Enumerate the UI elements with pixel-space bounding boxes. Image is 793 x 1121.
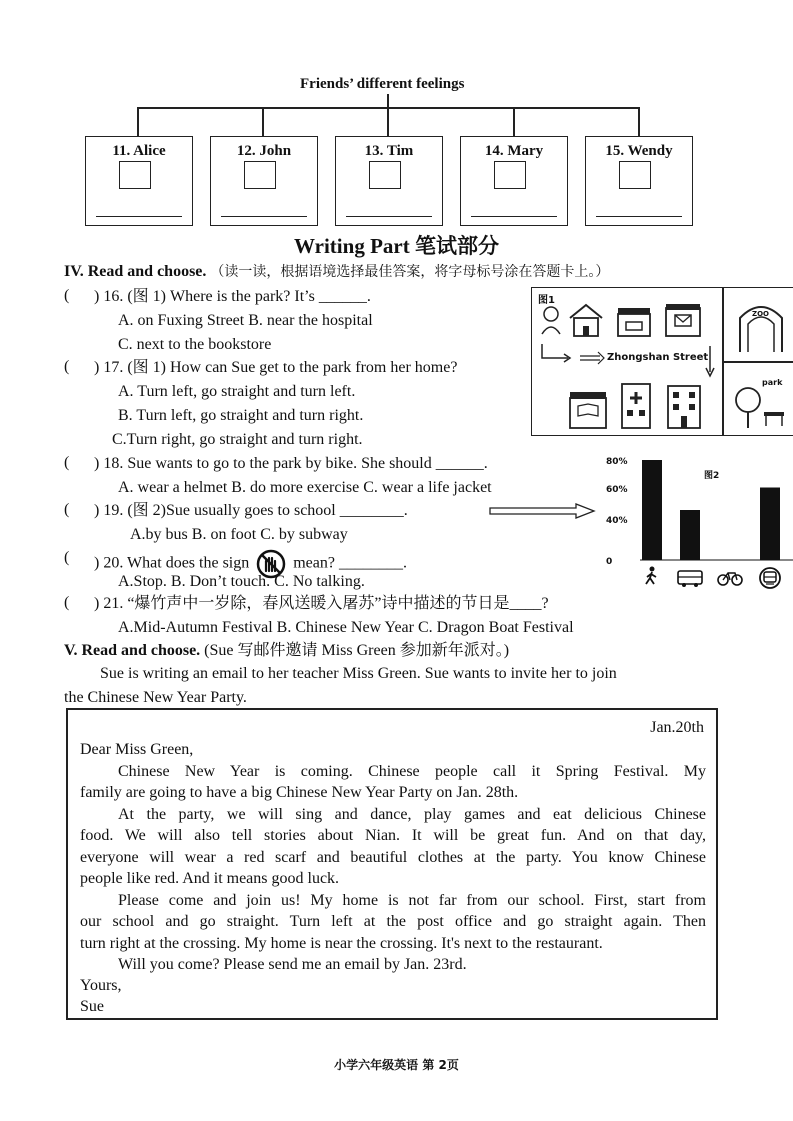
letter-date: Jan.20th (650, 719, 704, 736)
y-tick-label: 60% (606, 485, 628, 495)
letter-p3-line2: our school and go straight. Turn left at the post office and go straight again. Then (80, 913, 706, 930)
answer-paren[interactable]: ( (64, 549, 70, 566)
friend-box-tim (335, 136, 443, 226)
map-park-label: park (762, 378, 783, 387)
y-tick-label: 40% (606, 516, 628, 526)
bar-chart (604, 448, 793, 593)
letter-closing: Yours, (80, 977, 122, 994)
q17-option-a: A. Turn left, go straight and turn left. (118, 383, 356, 400)
q16-stem: ) 16. (图 1) Where is the park? It’s ______. (94, 288, 371, 305)
map-divider-h (722, 361, 793, 363)
bike-icon (718, 573, 742, 585)
map-zoo-label: ZOO (752, 310, 769, 318)
answer-square[interactable] (369, 161, 401, 189)
letter-box (66, 708, 718, 1020)
diagram-drop-3 (387, 107, 389, 136)
section4-heading: IV. Read and choose. (64, 263, 207, 280)
diagram-title: Friends’ different feelings (300, 76, 465, 92)
section4-heading-row (64, 262, 609, 282)
friend-box-john (210, 136, 318, 226)
diagram-drop-2 (262, 107, 264, 136)
subway-icon (760, 568, 780, 588)
q20-stem-before: ) 20. What does the sign (94, 554, 250, 572)
writing-part-title: Writing Part 笔试部分 (294, 234, 499, 258)
letter-p1-line1: Chinese New Year is coming. Chinese people call it Spring Festival. My (118, 763, 706, 780)
friend-label: 11. Alice (112, 143, 166, 159)
building-icon (664, 382, 704, 430)
answer-blank[interactable] (471, 216, 557, 217)
bar-bus (680, 510, 700, 560)
friend-label: 14. Mary (484, 143, 544, 159)
section5-intro-1: Sue is writing an email to her teacher Miss Green. Sue wants to invite her to join (100, 665, 617, 682)
friend-label: 12. John (236, 143, 292, 159)
home-icon (566, 302, 606, 338)
q17-option-c: C.Turn right, go straight and turn right. (112, 431, 363, 448)
map-label: 图1 (538, 295, 555, 306)
section5-heading: V. Read and choose. (64, 642, 201, 659)
diagram-branch-line (137, 107, 640, 109)
bookstore-icon (566, 384, 610, 430)
section4-instruction: （读一读，根据语境选择最佳答案，将字母标号涂在答题卡上。） (210, 264, 610, 280)
map-figure (531, 287, 793, 436)
girl-icon (538, 304, 564, 336)
answer-paren[interactable]: ( (64, 287, 70, 304)
post-office-icon (662, 300, 704, 338)
diagram-drop-4 (513, 107, 515, 136)
shop-icon (614, 302, 654, 338)
diagram-stem-line (387, 94, 389, 108)
bus-icon (678, 571, 702, 587)
walk-icon (646, 567, 656, 585)
q18-stem: ) 18. Sue wants to go to the park by bike. She should ______. (94, 455, 488, 472)
letter-p3-line1: Please come and join us! My home is not far from our school. First, start from (118, 892, 706, 909)
letter-p2-line3: everyone will wear a red scarf and beautiful clothes at the party. You know Chinese (80, 849, 706, 866)
q21-options: A.Mid-Autumn Festival B. Chinese New Year C. Dragon Boat Festival (118, 619, 574, 636)
answer-paren[interactable]: ( (64, 358, 70, 375)
bar-subway (760, 488, 780, 561)
map-street-label: Zhongshan Street (607, 352, 709, 363)
bar-walk (642, 460, 662, 560)
q19-stem: ) 19. (图 2)Sue usually goes to school ________. (94, 502, 408, 519)
q17-option-b: B. Turn left, go straight and turn right. (118, 407, 364, 424)
answer-square[interactable] (494, 161, 526, 189)
letter-greeting: Dear Miss Green, (80, 741, 194, 758)
q18-options: A. wear a helmet B. do more exercise C. wear a life jacket (118, 479, 492, 496)
q17-stem: ) 17. (图 1) How can Sue get to the park from her home? (94, 359, 458, 376)
q16-options-2: C. next to the bookstore (118, 336, 272, 353)
answer-blank[interactable] (221, 216, 307, 217)
letter-p2-line4: people like red. And it means good luck. (80, 870, 340, 887)
letter-p2-line1: At the party, we will sing and dance, play games and eat delicious Chinese (118, 806, 706, 823)
q20-options: A.Stop. B. Don’t touch. C. No talking. (118, 573, 365, 590)
q21-stem: ) 21. “爆竹声中一岁除，春风送暖入屠苏”诗中描述的节日是____? (94, 595, 549, 612)
friend-box-alice (85, 136, 193, 226)
chart-figure (604, 448, 793, 593)
y-tick-label: 0 (606, 557, 613, 567)
q16-options-1: A. on Fuxing Street B. near the hospital (118, 312, 373, 329)
chart-title: 图2 (704, 471, 720, 481)
diagram-drop-1 (137, 107, 139, 136)
page-footer: 小学六年级英语 第 2页 (334, 1058, 459, 1072)
arrow-to-chart-icon (488, 503, 598, 519)
letter-p2-line2: food. We will also tell stories about Nian. It will be great fun. And on that day, (80, 827, 706, 844)
hospital-icon (618, 380, 654, 430)
q20-stem-after: mean? ________. (293, 554, 407, 572)
section5-heading-row (64, 641, 509, 661)
answer-square[interactable] (119, 161, 151, 189)
q19-options: A.by bus B. on foot C. by subway (130, 526, 348, 543)
friend-box-mary (460, 136, 568, 226)
answer-paren[interactable]: ( (64, 501, 70, 518)
answer-paren[interactable]: ( (64, 454, 70, 471)
answer-blank[interactable] (596, 216, 682, 217)
section5-instruction: (Sue 写邮件邀请 Miss Green 参加新年派对。) (204, 642, 510, 659)
friend-box-wendy (585, 136, 693, 226)
answer-paren[interactable]: ( (64, 594, 70, 611)
letter-signature: Sue (80, 998, 104, 1015)
answer-square[interactable] (244, 161, 276, 189)
friend-label: 13. Tim (364, 143, 414, 159)
diagram-drop-5 (638, 107, 640, 136)
friend-label: 15. Wendy (605, 143, 673, 159)
answer-blank[interactable] (346, 216, 432, 217)
zoo-gate-icon (736, 294, 786, 354)
answer-blank[interactable] (96, 216, 182, 217)
section5-intro-2: the Chinese New Year Party. (64, 689, 247, 706)
y-tick-label: 80% (606, 457, 628, 467)
answer-square[interactable] (619, 161, 651, 189)
park-tree-icon (732, 384, 788, 430)
letter-p3-line3: turn right at the crossing. My home is near the crossing. It's next to the restaurant. (80, 935, 603, 952)
letter-p1-line2: family are going to have a big Chinese New Year Party on Jan. 28th. (80, 784, 519, 801)
letter-p4: Will you come? Please send me an email by Jan. 23rd. (118, 956, 467, 973)
